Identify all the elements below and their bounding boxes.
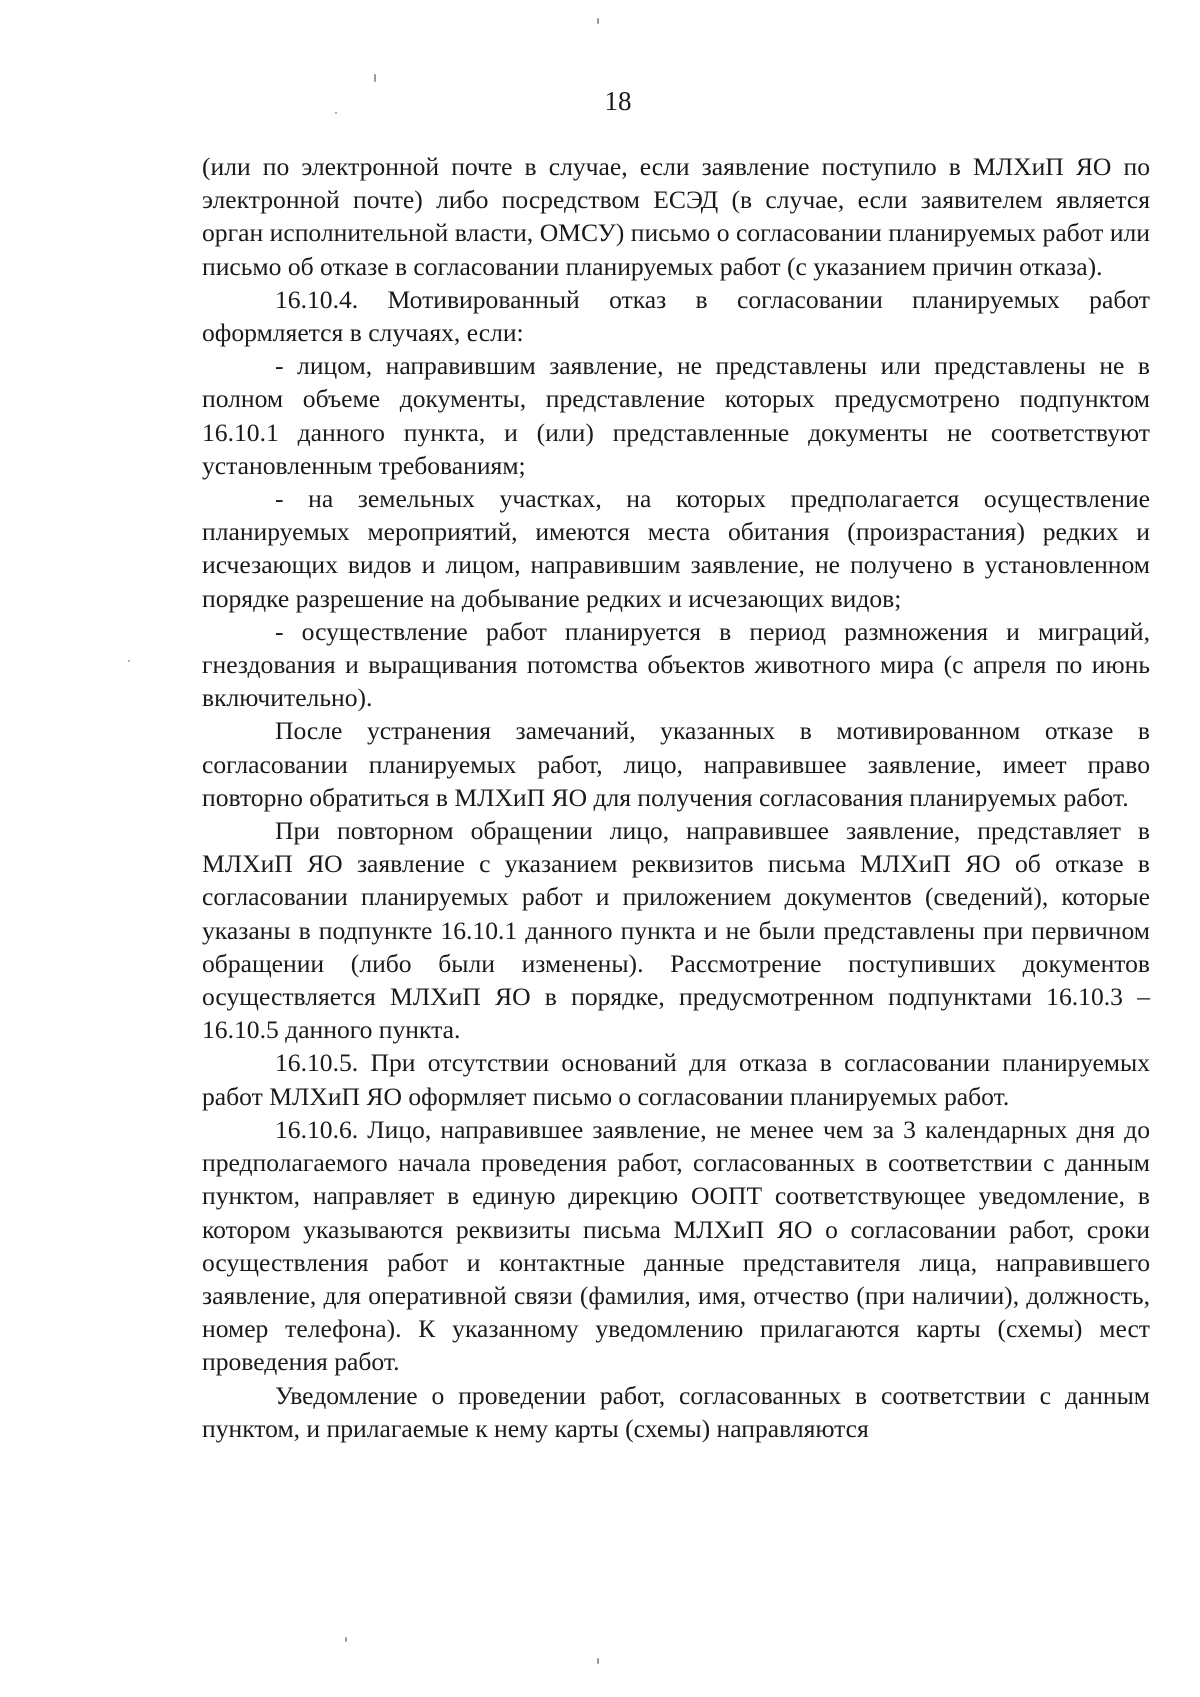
scan-speck: [345, 1637, 347, 1642]
paragraph-continuation: (или по электронной почте в случае, если заявление поступило в МЛХиП ЯО по электронной почте) либо посредством ЕСЭД (в случае, если заявителем является орган исполнительной власти, ОМСУ) письмо о согласовании планируемых работ или письмо об отказе в согласовании планируемых работ (с указанием причин отказа).: [202, 152, 1150, 281]
scan-speck: [597, 1658, 599, 1664]
scan-speck: [597, 18, 599, 24]
document-body: [202, 150, 1150, 1445]
paragraph-16-10-5: 16.10.5. При отсутствии оснований для отказа в согласовании планируемых работ МЛХиП ЯО оформляет письмо о согласовании планируемых работ.: [202, 1048, 1150, 1111]
paragraph: Уведомление о проведении работ, согласованных в соответствии с данным пунктом, и прилагаемые к нему карты (схемы) направляются: [202, 1380, 1150, 1443]
scan-speck: [374, 74, 376, 82]
scan-speck: [335, 112, 337, 114]
paragraph-16-10-4: 16.10.4. Мотивированный отказ в согласовании планируемых работ оформляется в случаях, если:: [202, 284, 1150, 348]
paragraph-list-item: - на земельных участках, на которых предполагается осуществление планируемых мероприятий, имеются места обитания (произрастания) редких и исчезающих видов и лицом, направившим заявление, не получено в установленном порядке разрешение на добывание редких и исчезающих видов;: [202, 484, 1150, 613]
paragraph-list-item: - лицом, направившим заявление, не представлены или представлены не в полном объеме документы, представление которых предусмотрено подпунктом 16.10.1 данного пункта, и (или) представленные документы не соответствуют установленным требованиям;: [202, 351, 1150, 480]
paragraph-16-10-6: 16.10.6. Лицо, направившее заявление, не менее чем за 3 календарных дня до предполагаемого начала проведения работ, согласованных в соответствии с данным пунктом, направляет в единую дирекцию ООПТ соответствующее уведомление, в котором указываются реквизиты письма МЛХиП ЯО о согласовании работ, сроки осуществления работ и контактные данные представителя лица, направившего заявление, для оперативной связи (фамилия, имя, отчество (при наличии), должность, номер телефона). К указанному уведомлению прилагаются карты (схемы) мест проведения работ.: [202, 1114, 1150, 1377]
page-number: 18: [604, 86, 632, 116]
paragraph: При повторном обращении лицо, направившее заявление, представляет в МЛХиП ЯО заявление с указанием реквизитов письма МЛХиП ЯО об отказе в согласовании планируемых работ и приложением документов (сведений), которые указаны в подпункте 16.10.1 данного пункта и не были представлены при первичном обращении (либо были изменены). Рассмотрение поступивших документов осуществляется МЛХиП ЯО в порядке, предусмотренном подпунктами 16.10.3 – 16.10.5 данного пункта.: [202, 816, 1150, 1045]
paragraph: После устранения замечаний, указанных в мотивированном отказе в согласовании планируемых работ, лицо, направившее заявление, имеет право повторно обратиться в МЛХиП ЯО для получения согласования планируемых работ.: [202, 716, 1150, 812]
paragraph-list-item: - осуществление работ планируется в период размножения и миграций, гнездования и выращивания потомства объектов животного мира (с апреля по июнь включительно).: [202, 616, 1150, 713]
scan-speck: [128, 660, 130, 662]
